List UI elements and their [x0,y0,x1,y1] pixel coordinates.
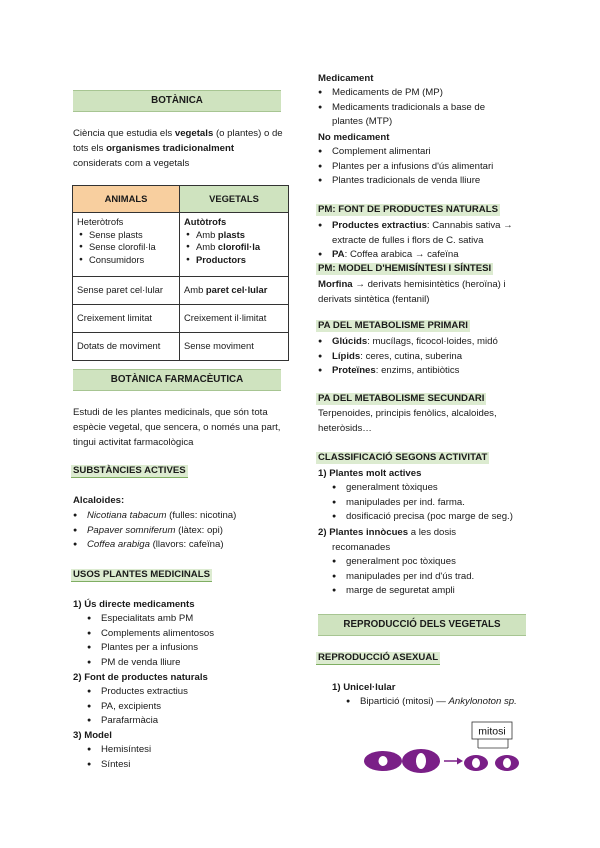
heading-pa-secundari: PA DEL METABOLISME SECUNDARI [318,393,485,404]
cell-moviment: Dotats de moviment [73,333,180,361]
class-1-list [332,481,537,525]
list-item: ● manipulades per ind. farma. [332,496,537,511]
heading-pa-primari: PA DEL METABOLISME PRIMARI [318,320,468,331]
cell-sense-paret: Sense paret cel·lular [73,277,180,305]
list-item: ● generalment tòxiques [332,481,537,496]
list-item: ● generalment poc tòxiques [332,555,537,570]
medicament-label: Medicament [318,73,374,84]
section-banner-farmaceutica: BOTÀNICA FARMACÈUTICA [73,369,281,391]
heading-substancies: SUBSTÀNCIES ACTIVES [73,465,186,476]
heading-usos: USOS PLANTES MEDICINALS [73,569,210,580]
heading-classificacio: CLASSIFICACIÓ SEGONS ACTIVITAT [318,452,488,463]
section-banner-botanica: BOTÀNICA [73,90,281,112]
heading-pm-font: PM: FONT DE PRODUCTES NATURALS [318,204,498,215]
list-item: ● Lípids: ceres, cutina, suberina [318,350,530,365]
cell-autotrofs: Autòtrofs ● Amb plasts ● Amb clorofil·la ● Productors [180,213,289,277]
animals-vs-plants-table [72,185,289,361]
no-medicament-list [318,145,528,189]
list-item: ● PA: Coffea arabica → cafeïna [318,248,530,263]
class-item-1: 1) Plantes molt actives [318,468,422,479]
usos-item-2: 2) Font de productes naturals [73,672,208,683]
list-item: ● Especialitats amb PM [87,612,287,627]
list-item: ● Parafarmàcia [87,714,287,729]
list-item: ● Plantes tradicionals de venda lliure [318,174,528,189]
alcaloides-list [73,509,288,553]
botanica-definition: Ciència que estudia els vegetals (o plantes) o de tots els organismes tradicionalment considerats com a vegetals [73,128,283,169]
usos-2-list [87,685,287,729]
pm-font-list [318,219,530,263]
nucleus-icon [379,756,388,766]
list-item: ● Productes extractius [87,685,287,700]
usos-item-3: 3) Model [73,730,112,741]
medicament-list [318,86,518,130]
class-2-list [332,555,537,599]
list-item: ● Glúcids: mucílags, ficocol·loides, midó [318,335,530,350]
heading-reproduccio-asexual: REPRODUCCIÓ ASEXUAL [318,652,439,663]
list-item: ● Plantes per a infusions d'ús alimentari [318,160,528,175]
class-item-2-cont: recomanades [332,542,391,553]
list-item: ● Medicaments de PM (MP) [318,86,518,101]
list-item: ● PA, excipients [87,700,287,715]
col-header-vegetals: VEGETALS [180,186,289,213]
bipartition-list [346,695,546,710]
usos-1-list [87,612,287,670]
section-banner-reproduccio: REPRODUCCIÓ DELS VEGETALS [318,614,526,636]
morfina-text: Morfina → derivats hemisintètics (heroïna) i derivats sintètica (fentanil) [318,279,506,305]
list-item: ● Proteïnes: enzims, antibiòtics [318,364,530,379]
list-item: ● Complements alimentosos [87,627,287,642]
pa-primari-list [318,335,530,379]
list-item: ● Hemisíntesi [87,743,287,758]
unicelular-label: 1) Unicel·lular [332,682,396,693]
list-item: ● Coffea arabiga (llavors: cafeïna) [73,538,288,553]
col-header-animals: ANIMALS [73,186,180,213]
heading-pm-model: PM: MODEL D'HEMISÍNTESI I SÍNTESI [318,263,492,274]
list-item: ● Bipartició (mitosi) — Ankylonoton sp. [346,695,546,710]
list-item: ● Papaver somniferum (làtex: opi) [73,524,288,539]
no-medicament-label: No medicament [318,132,390,143]
list-item: ● Medicaments tradicionals a base de plantes (MTP) [318,101,518,130]
cell-creix-illimitat: Creixement il·limitat [180,305,289,333]
cell-amb-paret: Amb paret cel·lular [180,277,289,305]
cell-heterotrofs: Heteròtrofs ● Sense plasts ● Sense clorofil·la ● Consumidors [73,213,180,277]
list-item: ● marge de seguretat ampli [332,584,537,599]
nucleus-icon [416,753,426,769]
list-item: ● Nicotiana tabacum (fulles: nicotina) [73,509,288,524]
pa-secundari-text: Terpenoides, principis fenòlics, alcaloides, heteròsids… [318,408,497,434]
cell-creix-limitat: Creixement limitat [73,305,180,333]
mitosi-label: mitosi [478,725,506,738]
list-item: ● Plantes per a infusions [87,641,287,656]
list-item: ● Complement alimentari [318,145,528,160]
list-item: ● manipulades per ind d'ús trad. [332,570,537,585]
cell-sense-moviment: Sense moviment [180,333,289,361]
mitosis-diagram [358,720,528,780]
farmaceutica-definition: Estudi de les plantes medicinals, que són tota espècie vegetal, que sencera, o només una part, tingui activitat farmacològica [73,407,281,448]
usos-item-1: 1) Ús directe medicaments [73,599,195,610]
list-item: ● dosificació precisa (poc marge de seg.) [332,510,537,525]
class-item-2: 2) Plantes innòcues a les dosis [318,527,457,538]
alcaloides-label: Alcaloides: [73,495,125,506]
list-item: ● PM de venda lliure [87,656,287,671]
list-item: ● Síntesi [87,758,287,773]
list-item: ● Productes extractius: Cannabis sativa → extracte de fulles i flors de C. sativa [318,219,530,248]
usos-3-list [87,743,287,772]
